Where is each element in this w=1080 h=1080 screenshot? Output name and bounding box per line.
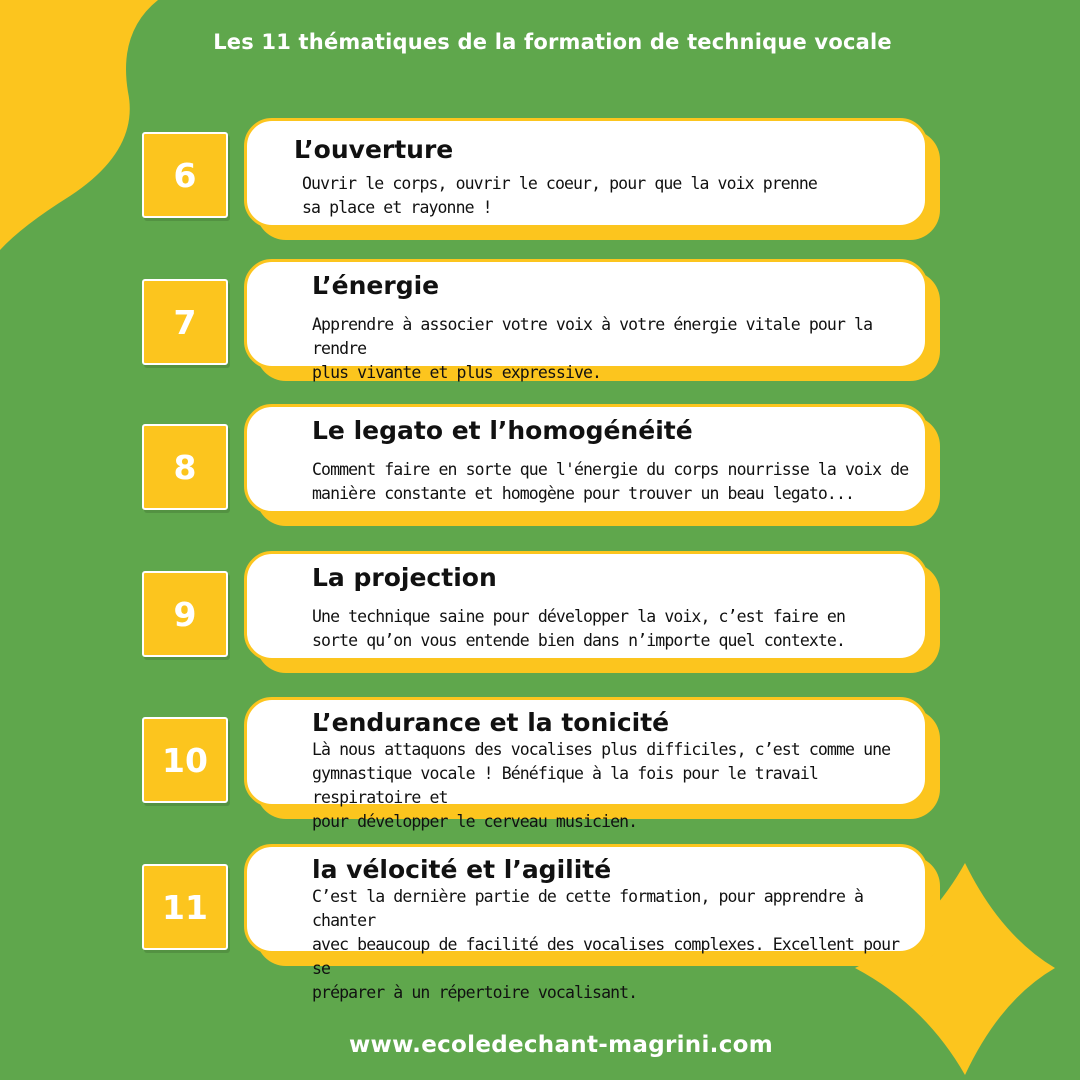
- item-heading: Le legato et l’homogénéité: [312, 416, 693, 445]
- description-line: Là nous attaquons des vocalises plus difficiles, c’est comme une: [312, 740, 891, 759]
- item-description: [312, 738, 922, 834]
- item-description: [312, 458, 912, 506]
- description-line: Apprendre à associer votre voix à votre énergie vitale pour la rendre: [312, 315, 873, 358]
- description-line: C’est la dernière partie de cette formation, pour apprendre à chanter: [312, 887, 864, 930]
- list-item: [0, 842, 1080, 1002]
- item-description: [312, 605, 912, 653]
- description-line: Comment faire en sorte que l'énergie du corps nourrisse la voix de: [312, 460, 909, 479]
- item-heading: L’énergie: [312, 271, 440, 300]
- item-number: 6: [142, 132, 228, 218]
- item-heading: La projection: [312, 563, 497, 592]
- description-line: manière constante et homogène pour trouver un beau legato...: [312, 484, 855, 503]
- list-item: [0, 402, 1080, 532]
- item-description: [312, 313, 912, 385]
- item-description: [312, 885, 922, 1005]
- item-heading: L’ouverture: [294, 135, 454, 164]
- description-line: Une technique saine pour développer la voix, c’est faire en: [312, 607, 845, 626]
- description-line: avec beaucoup de facilité des vocalises complexes. Excellent pour se: [312, 935, 900, 978]
- item-number: 10: [142, 717, 228, 803]
- item-heading: la vélocité et l’agilité: [312, 855, 612, 884]
- description-line: préparer à un répertoire vocalisant.: [312, 983, 638, 1002]
- item-number: 11: [142, 864, 228, 950]
- item-number: 7: [142, 279, 228, 365]
- description-line: Ouvrir le corps, ouvrir le coeur, pour que la voix prenne: [302, 174, 817, 193]
- description-line: gymnastique vocale ! Bénéfique à la fois pour le travail respiratoire et: [312, 764, 818, 807]
- list-item: [0, 549, 1080, 679]
- item-description: [302, 172, 902, 220]
- item-heading: L’endurance et la tonicité: [312, 708, 670, 737]
- description-line: pour développer le cerveau musicien.: [312, 812, 638, 831]
- list-item: [0, 695, 1080, 831]
- page-title: Les 11 thématiques de la formation de technique vocale: [213, 30, 892, 54]
- list-item: [0, 116, 1080, 246]
- description-line: sa place et rayonne !: [302, 198, 492, 217]
- description-line: plus vivante et plus expressive.: [312, 363, 602, 382]
- item-number: 9: [142, 571, 228, 657]
- list-item: [0, 257, 1080, 387]
- website-url: www.ecoledechant-magrini.com: [348, 1032, 773, 1058]
- item-number: 8: [142, 424, 228, 510]
- description-line: sorte qu’on vous entende bien dans n’importe quel contexte.: [312, 631, 845, 650]
